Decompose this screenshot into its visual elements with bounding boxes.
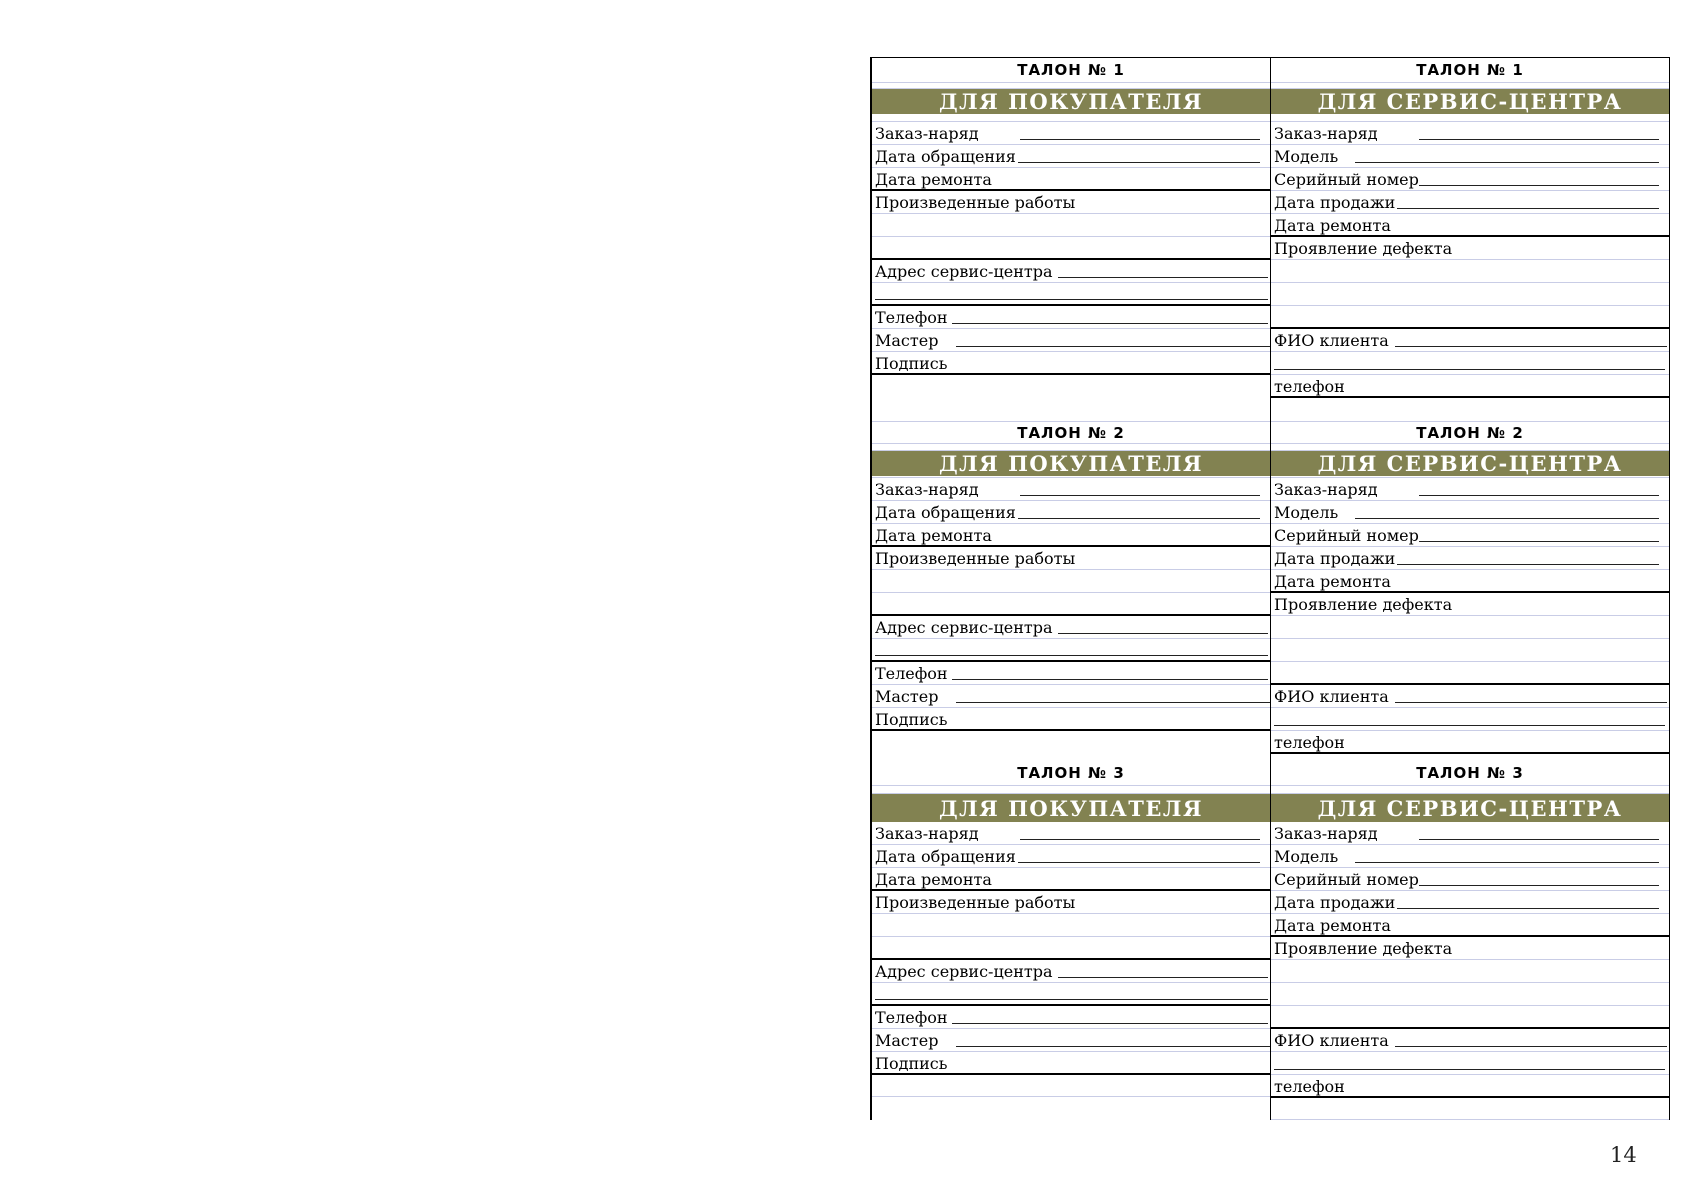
defect-line[interactable]	[1271, 960, 1669, 983]
master-label: Мастер	[875, 687, 939, 706]
order-label: Заказ-наряд	[875, 824, 979, 843]
order-field[interactable]	[1271, 822, 1669, 845]
request-date-label: Дата обращения	[875, 503, 1016, 522]
phone-field[interactable]	[872, 662, 1270, 685]
service-band: ДЛЯ СЕРВИС-ЦЕНТРА	[1271, 794, 1669, 822]
service-address-label: Адрес сервис-центра	[875, 262, 1053, 281]
repair-date-field[interactable]	[1271, 570, 1669, 593]
client-phone-label: телефон	[1274, 1077, 1345, 1096]
service-band: ДЛЯ СЕРВИС-ЦЕНТРА	[1271, 451, 1669, 476]
customer-band: ДЛЯ ПОКУПАТЕЛЯ	[872, 794, 1270, 822]
defect-label: Проявление дефекта	[1274, 239, 1453, 258]
master-label: Мастер	[875, 331, 939, 350]
repair-date-field[interactable]	[872, 168, 1270, 191]
customer-band: ДЛЯ ПОКУПАТЕЛЯ	[872, 451, 1270, 476]
sale-date-field[interactable]	[1271, 891, 1669, 914]
defect-field[interactable]	[1271, 937, 1669, 960]
client-name-field[interactable]	[1271, 685, 1669, 708]
defect-label: Проявление дефекта	[1274, 939, 1453, 958]
signature-label: Подпись	[875, 710, 948, 729]
works-line[interactable]	[872, 237, 1270, 260]
phone-field[interactable]	[872, 306, 1270, 329]
repair-date-label: Дата ремонта	[875, 526, 992, 545]
phone-field[interactable]	[872, 1006, 1270, 1029]
repair-date-label: Дата ремонта	[875, 870, 992, 889]
customer-coupon-3	[870, 754, 1270, 1120]
phone-label: Телефон	[875, 664, 948, 683]
coupon-title: ТАЛОН № 1	[872, 58, 1270, 83]
serial-label: Серийный номер	[1274, 170, 1419, 189]
repair-date-label: Дата ремонта	[875, 170, 992, 189]
works-line[interactable]	[872, 937, 1270, 960]
request-date-field[interactable]	[872, 845, 1270, 868]
sale-date-label: Дата продажи	[1274, 893, 1396, 912]
repair-date-label: Дата ремонта	[1274, 216, 1391, 235]
works-label: Произведенные работы	[875, 193, 1076, 212]
works-label: Произведенные работы	[875, 549, 1076, 568]
order-label: Заказ-наряд	[875, 480, 979, 499]
coupon-title: ТАЛОН № 3	[872, 754, 1270, 786]
works-field[interactable]	[872, 547, 1270, 570]
client-phone-label: телефон	[1274, 377, 1345, 396]
service-address-field[interactable]	[872, 616, 1270, 639]
service-address-field[interactable]	[872, 960, 1270, 983]
order-field[interactable]	[872, 822, 1270, 845]
client-name-label: ФИО клиента	[1274, 331, 1389, 350]
master-label: Мастер	[875, 1031, 939, 1050]
defect-line[interactable]	[1271, 260, 1669, 283]
signature-field[interactable]	[872, 708, 1270, 731]
serial-label: Серийный номер	[1274, 870, 1419, 889]
service-address-line[interactable]	[872, 283, 1270, 306]
customer-coupon-2	[870, 398, 1270, 754]
coupon-title: ТАЛОН № 2	[1271, 422, 1669, 444]
model-field[interactable]	[1271, 845, 1669, 868]
client-phone-field[interactable]	[1271, 375, 1669, 398]
signature-label: Подпись	[875, 1054, 948, 1073]
service-address-label: Адрес сервис-центра	[875, 618, 1053, 637]
phone-label: Телефон	[875, 308, 948, 327]
order-label: Заказ-наряд	[1274, 824, 1378, 843]
master-field[interactable]	[872, 329, 1270, 352]
page-number: 14	[1610, 1143, 1637, 1167]
request-date-label: Дата обращения	[875, 847, 1016, 866]
sale-date-label: Дата продажи	[1274, 193, 1396, 212]
order-field[interactable]	[1271, 122, 1669, 145]
coupon-title: ТАЛОН № 1	[1271, 58, 1669, 83]
order-field[interactable]	[872, 478, 1270, 501]
client-name-label: ФИО клиента	[1274, 687, 1389, 706]
repair-date-field[interactable]	[872, 524, 1270, 547]
works-field[interactable]	[872, 191, 1270, 214]
model-field[interactable]	[1271, 145, 1669, 168]
coupon-title: ТАЛОН № 3	[1271, 754, 1669, 786]
defect-line[interactable]	[1271, 639, 1669, 662]
defect-line[interactable]	[1271, 306, 1669, 329]
works-line[interactable]	[872, 593, 1270, 616]
defect-line[interactable]	[1271, 616, 1669, 639]
request-date-field[interactable]	[872, 501, 1270, 524]
client-phone-field[interactable]	[1271, 731, 1669, 754]
repair-date-label: Дата ремонта	[1274, 572, 1391, 591]
service-band: ДЛЯ СЕРВИС-ЦЕНТРА	[1271, 89, 1669, 114]
order-field[interactable]	[872, 122, 1270, 145]
warranty-coupon-sheet	[870, 57, 1670, 1120]
serial-field[interactable]	[1271, 524, 1669, 547]
service-address-line[interactable]	[872, 983, 1270, 1006]
service-address-label: Адрес сервис-центра	[875, 962, 1053, 981]
request-date-field[interactable]	[872, 145, 1270, 168]
customer-band: ДЛЯ ПОКУПАТЕЛЯ	[872, 89, 1270, 114]
sale-date-field[interactable]	[1271, 191, 1669, 214]
client-phone-field[interactable]	[1271, 1075, 1669, 1098]
customer-coupon-1	[870, 57, 1270, 398]
defect-line[interactable]	[1271, 1006, 1669, 1029]
serial-field[interactable]	[1271, 168, 1669, 191]
defect-field[interactable]	[1271, 237, 1669, 260]
order-field[interactable]	[1271, 478, 1669, 501]
serial-label: Серийный номер	[1274, 526, 1419, 545]
coupon-title: ТАЛОН № 2	[872, 422, 1270, 444]
client-name-line[interactable]	[1271, 352, 1669, 375]
master-field[interactable]	[872, 1029, 1270, 1052]
works-label: Произведенные работы	[875, 893, 1076, 912]
client-name-line[interactable]	[1271, 1052, 1669, 1075]
repair-date-field[interactable]	[1271, 214, 1669, 237]
defect-line[interactable]	[1271, 983, 1669, 1006]
order-label: Заказ-наряд	[875, 124, 979, 143]
serial-field[interactable]	[1271, 868, 1669, 891]
phone-label: Телефон	[875, 1008, 948, 1027]
model-label: Модель	[1274, 847, 1339, 866]
works-line[interactable]	[872, 214, 1270, 237]
service-coupon-1	[1270, 57, 1670, 398]
model-label: Модель	[1274, 147, 1339, 166]
service-coupon-2	[1270, 398, 1670, 754]
defect-label: Проявление дефекта	[1274, 595, 1453, 614]
repair-date-field[interactable]	[872, 868, 1270, 891]
repair-date-label: Дата ремонта	[1274, 916, 1391, 935]
request-date-label: Дата обращения	[875, 147, 1016, 166]
sale-date-field[interactable]	[1271, 547, 1669, 570]
signature-field[interactable]	[872, 1052, 1270, 1075]
defect-field[interactable]	[1271, 593, 1669, 616]
client-name-line[interactable]	[1271, 708, 1669, 731]
master-field[interactable]	[872, 685, 1270, 708]
model-field[interactable]	[1271, 501, 1669, 524]
order-label: Заказ-наряд	[1274, 124, 1378, 143]
works-field[interactable]	[872, 891, 1270, 914]
service-address-line[interactable]	[872, 639, 1270, 662]
sale-date-label: Дата продажи	[1274, 549, 1396, 568]
works-line[interactable]	[872, 570, 1270, 593]
service-address-field[interactable]	[872, 260, 1270, 283]
model-label: Модель	[1274, 503, 1339, 522]
coupon-block-2	[870, 398, 1670, 754]
coupon-block-1	[870, 57, 1670, 398]
client-name-field[interactable]	[1271, 1029, 1669, 1052]
client-phone-label: телефон	[1274, 733, 1345, 752]
client-name-field[interactable]	[1271, 329, 1669, 352]
repair-date-field[interactable]	[1271, 914, 1669, 937]
order-label: Заказ-наряд	[1274, 480, 1378, 499]
signature-label: Подпись	[875, 354, 948, 373]
defect-line[interactable]	[1271, 662, 1669, 685]
client-name-label: ФИО клиента	[1274, 1031, 1389, 1050]
defect-line[interactable]	[1271, 283, 1669, 306]
service-coupon-3	[1270, 754, 1670, 1120]
coupon-block-3	[870, 754, 1670, 1120]
works-line[interactable]	[872, 914, 1270, 937]
signature-field[interactable]	[872, 352, 1270, 375]
